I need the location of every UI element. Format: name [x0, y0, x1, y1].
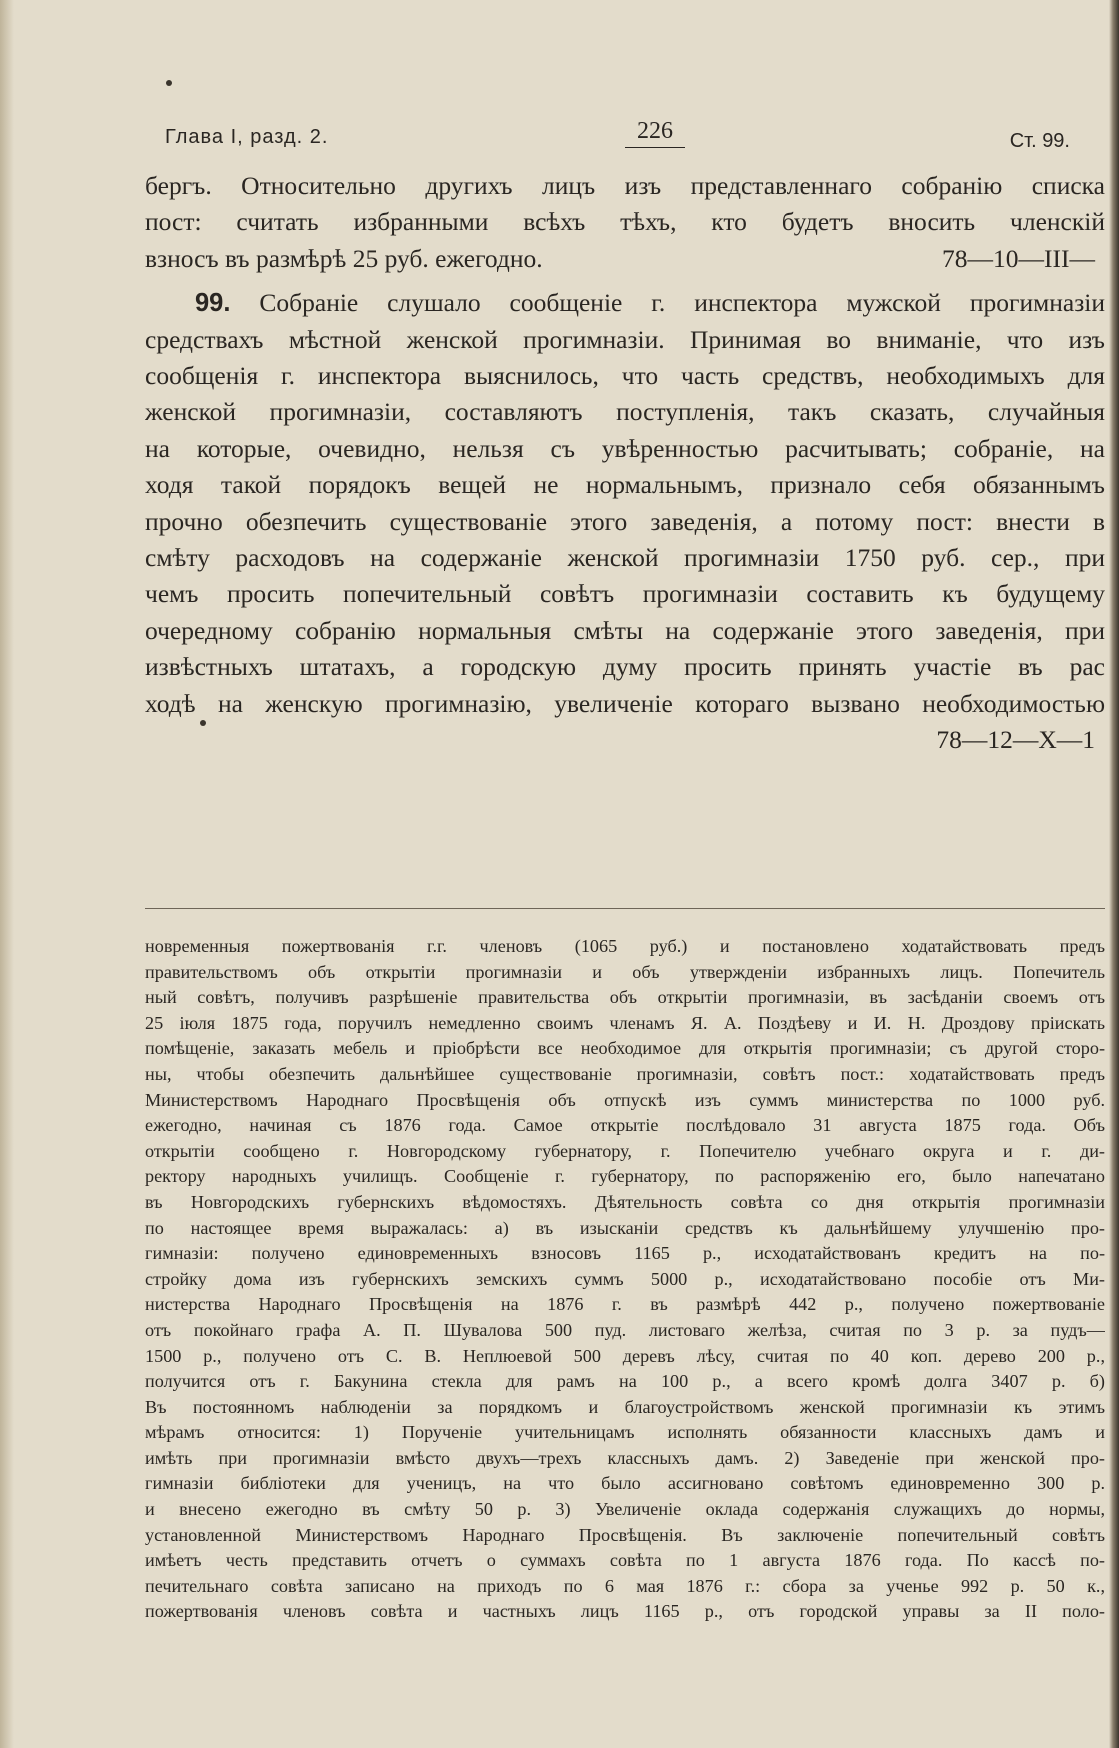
- page-left-edge: [0, 0, 14, 1748]
- item-first-line: Собраніе слушало сообщеніе г. инспектора мужской прогимназіи: [259, 288, 1105, 318]
- footnote-line: имѣетъ честь представить отчетъ о суммахъ совѣта по 1 августа 1876 года. По кассѣ по-: [145, 1550, 1105, 1571]
- footnote-line: нистерства Народнаго Просвѣщенія на 1876 г. въ размѣрѣ 442 р., получено пожертвованіе: [145, 1294, 1105, 1315]
- footnote-line: установленной Министерствомъ Народнаго Просвѣщенія. Въ заключеніе попечительный совѣтъ: [145, 1524, 1105, 1545]
- page-header: [165, 118, 1070, 158]
- footnote-line: 25 іюля 1875 года, поручилъ немедленно своимъ членамъ Я. А. Поздѣеву и И. Н. Дроздову пріискать: [145, 1012, 1105, 1033]
- text-line: ходя такой порядокъ вещей не нормальнымъ, признало себя обязаннымъ: [145, 470, 1105, 500]
- main-text: [145, 168, 1105, 759]
- footnote-line: получится отъ г. Бакунина стекла для рамъ на 100 р., а всего кромѣ долга 3407 р. б): [145, 1371, 1105, 1392]
- footnote-line: ны, чтобы обезпечить дальнѣйшее существованіе прогимназіи, совѣтъ пост.: ходатайствовать предъ: [145, 1063, 1105, 1084]
- text-line: чемъ просить попечительный совѣтъ прогимназіи составить къ будущему: [145, 579, 1105, 609]
- item-number: 99.: [195, 289, 231, 318]
- text-line: сообщенія г. инспектора выяснилось, что часть средствъ, необходимыхъ для: [145, 361, 1105, 391]
- text-line: средствахъ мѣстной женской прогимназіи. Принимая во вниманіе, что изъ: [145, 324, 1105, 354]
- item-99-paragraph: [145, 285, 1105, 758]
- footnote-line: по настоящее время выражалась: а) въ изысканіи средствъ къ дальнѣйшему улучшенію про-: [145, 1217, 1105, 1238]
- footnote-text: [145, 934, 1105, 1625]
- footnote-line: гимназіи: получено единовременныхъ взносовъ 1165 р., исходатайствованъ кредитъ на по-: [145, 1243, 1105, 1264]
- footnote-line: ежегодно, начиная съ 1876 года. Самое открытіе послѣдовало 31 августа 1875 года. Объ: [145, 1115, 1105, 1136]
- footnote-line: новременныя пожертвованія г.г. членовъ (1065 руб.) и постановлено ходатайствовать предъ: [145, 936, 1105, 956]
- footnote-line: въ Новгородскихъ губернскихъ вѣдомостяхъ. Дѣятельность совѣта со дня открытія прогимназіи: [145, 1191, 1105, 1212]
- text-line: [145, 285, 1105, 321]
- footnote-line: помѣщеніе, заказать мебель и пріобрѣсти все необходимое для открытія прогимназіи; съ другой сторо-: [145, 1038, 1105, 1059]
- text-line: извѣстныхъ штатахъ, а городскую думу просить принять участіе въ рас: [145, 652, 1105, 682]
- continued-paragraph: [145, 168, 1105, 277]
- text-line: прочно обезпечить существованіе этого заведенія, а потому пост: внести в: [145, 506, 1105, 536]
- footnote-line: Въ постоянномъ наблюденіи за порядкомъ и благоустройствомъ женской прогимназіи къ этимъ: [145, 1396, 1105, 1417]
- text-line: очередному собранію нормальныя смѣты на содержаніе этого заведенія, при: [145, 615, 1105, 645]
- text-line: пост: считать избранными всѣхъ тѣхъ, кто будетъ вносить членскій: [145, 207, 1105, 237]
- journal-reference: 78—10—III—: [942, 243, 1095, 273]
- text-line: бергъ. Относительно другихъ лицъ изъ представленнаго собранію списка: [145, 171, 1105, 200]
- text-line: женской прогимназіи, составляютъ поступленія, такъ сказать, случайныя: [145, 397, 1105, 427]
- page-binding-edge: [1109, 0, 1119, 1748]
- journal-reference: 78—12—X—1: [936, 725, 1095, 755]
- text-line: взносъ въ размѣрѣ 25 руб. ежегодно.: [145, 243, 543, 273]
- footnote-line: 1500 р., получено отъ С. В. Неплюевой 500 деревъ лѣсу, считая по 40 коп. дерево 200 р.,: [145, 1345, 1105, 1366]
- footnote-line: имѣть при прогимназіи вмѣсто двухъ—трехъ классныхъ дамъ. 2) Заведеніе при женской про-: [145, 1447, 1105, 1468]
- article-label: Ст. 99.: [1009, 130, 1070, 152]
- chapter-label: Глава I, разд. 2.: [165, 126, 329, 148]
- footnote-line: пожертвованія членовъ совѣта и частныхъ лицъ 1165 р., отъ городской управы за II поло-: [145, 1601, 1105, 1622]
- footnote-line: открытіи сообщено г. Новгородскому губернатору, г. Попечителю учебнаго округа и г. ди-: [145, 1140, 1105, 1161]
- footnote-line: печительнаго совѣта записано на приходъ по 6 мая 1876 г.: сбора за ученье 992 р. 50 к.,: [145, 1575, 1105, 1596]
- footnote-line: ный совѣтъ, получивъ разрѣшеніе правительства объ открытіи прогимназіи, въ засѣданіи своемъ отъ: [145, 987, 1105, 1008]
- text-line: смѣту расходовъ на содержаніе женской прогимназіи 1750 руб. сер., при: [145, 543, 1105, 573]
- footnote-line: мѣрамъ относится: 1) Порученіе учительницамъ исполнять обязанности классныхъ дамъ и: [145, 1422, 1105, 1443]
- text-line: на которые, очевидно, нельзя съ увѣренностью расчитывать; собраніе, на: [145, 433, 1105, 463]
- footnote-line: и внесено ежегодно въ смѣту 50 р. 3) Увеличеніе оклада содержанія служащихъ до нормы,: [145, 1499, 1105, 1520]
- footnote-line: отъ покойнаго графа А. П. Шувалова 500 пуд. листоваго желѣза, считая по 3 р. за пудъ—: [145, 1319, 1105, 1340]
- text-line: ходѣ на женскую прогимназію, увеличеніе котораго вызвано необходимостью: [145, 688, 1105, 718]
- page-number: 226: [625, 118, 685, 148]
- footnote-line: стройку дома изъ губернскихъ земскихъ суммъ 5000 р., исходатайствовано пособіе отъ Ми-: [145, 1268, 1105, 1289]
- footnote-line: Министерствомъ Народнаго Просвѣщенія объ отпускѣ изъ суммъ министерства по 1000 руб.: [145, 1089, 1105, 1110]
- ink-dot: [166, 80, 172, 86]
- footnote-line: ректору народныхъ училищъ. Сообщеніе г. губернатору, по распоряженію его, было напечатано: [145, 1166, 1105, 1187]
- footnote-separator: [145, 908, 1105, 909]
- footnote-line: правительствомъ объ открытіи прогимназіи и объ утвержденіи избранныхъ лицъ. Попечитель: [145, 961, 1105, 982]
- footnote-line: гимназіи библіотеки для ученицъ, на что было ассигновано совѣтомъ единовременно 300 р.: [145, 1473, 1105, 1494]
